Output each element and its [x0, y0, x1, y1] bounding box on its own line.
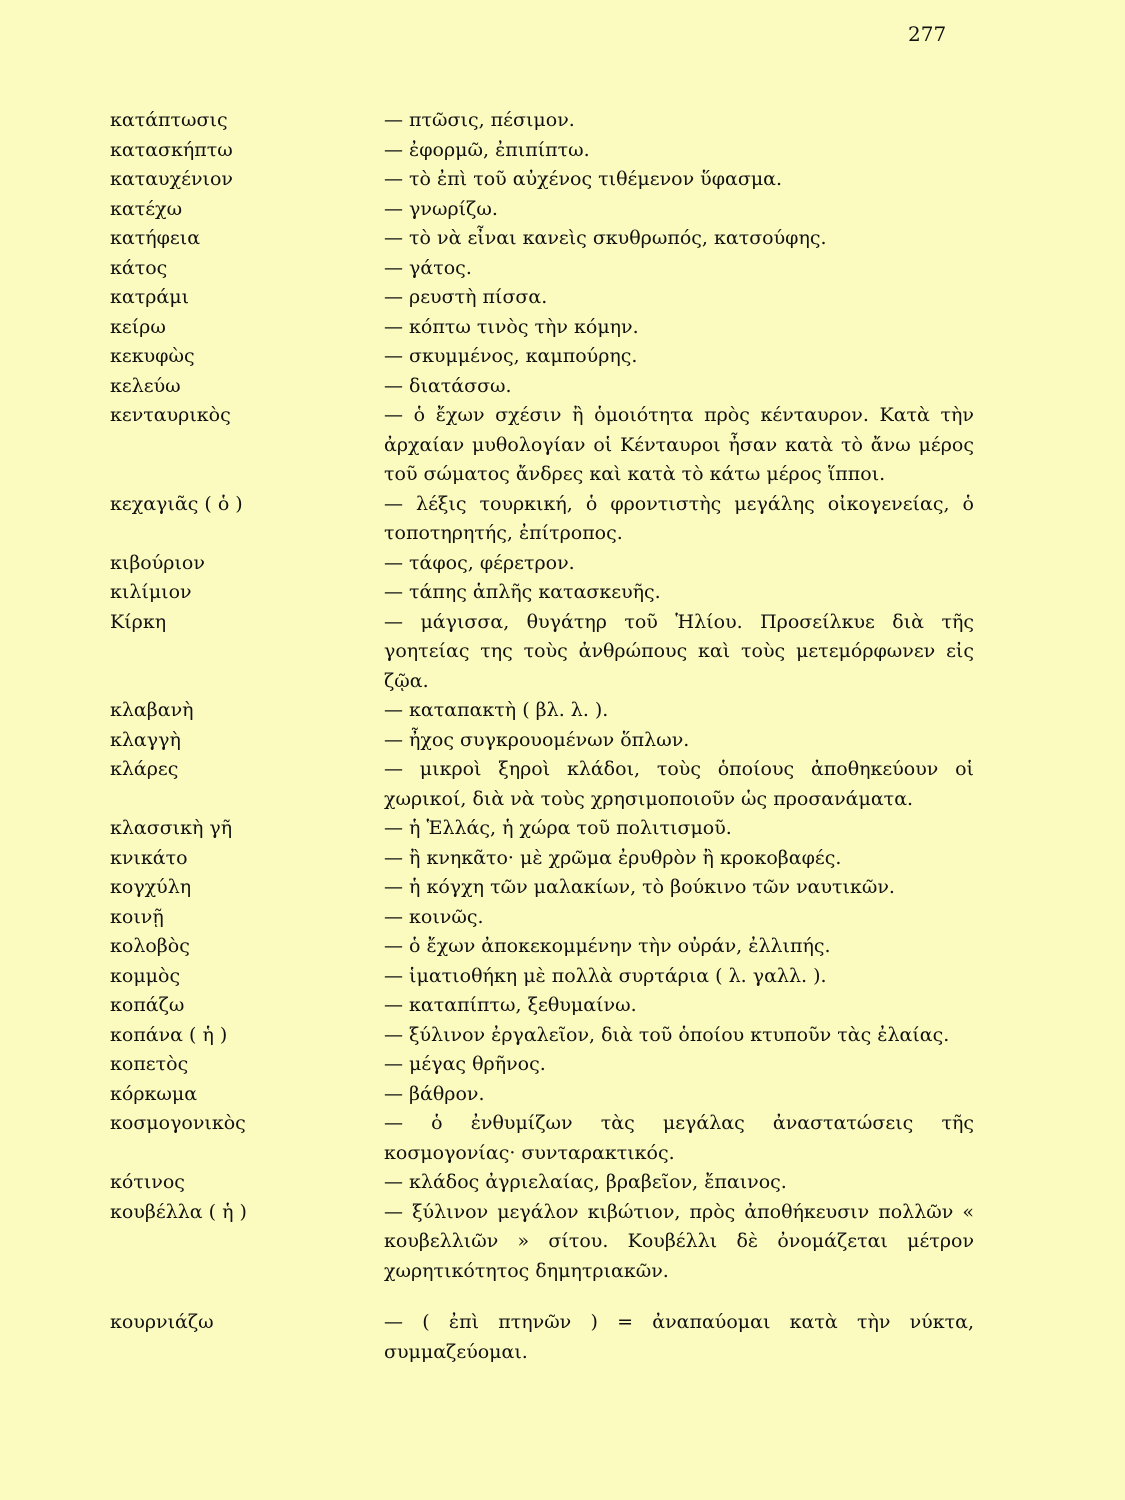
entry-definition: — μέγας θρῆνος. — [384, 1053, 546, 1075]
entry-term: κλαγγὴ — [110, 728, 181, 751]
entry-row — [0, 991, 1125, 1021]
entry-definition: — διατάσσω. — [384, 374, 512, 397]
entry-definition: — καταπίπτω, ξεθυμαίνω. — [384, 994, 637, 1016]
entry-row — [0, 903, 1125, 933]
entry-definition: — τὸ ἐπὶ τοῦ αὐχένος τιθέμενον ὕφασμα. — [384, 168, 783, 190]
entry-term: κοπάνα ( ἡ ) — [110, 1023, 228, 1046]
entry-term: κλάρες — [110, 758, 179, 780]
entry-definition: — ἦχος συγκρουομένων ὅπλων. — [384, 728, 690, 751]
entry-row — [0, 342, 1125, 372]
entry-definition: — ρευστὴ πίσσα. — [384, 286, 548, 308]
entry-row — [0, 1198, 1125, 1287]
entry-definition: — ὁ ἔχων ἀποκεκομμένην τὴν οὐράν, ἐλλιπής. — [384, 935, 831, 957]
entry-term: Κίρκη — [110, 610, 167, 633]
entry-definition: — ἢ κνηκᾶτο· μὲ χρῶμα ἐρυθρὸν ἢ κροκοβαφές. — [384, 846, 842, 869]
entry-term: κουρνιάζω — [110, 1311, 214, 1333]
entry-term: κόρκωμα — [110, 1082, 198, 1105]
entry-term: κατέχω — [110, 197, 183, 220]
entry-definition: — ( ἐπὶ πτηνῶν ) = ἀναπαύομαι κατὰ τὴν νύκτα, συμμαζεύομαι. — [384, 1311, 974, 1363]
entry-row — [0, 549, 1125, 579]
entry-row — [0, 224, 1125, 254]
entry-definition: — λέξις τουρκική, ὁ φροντιστὴς μεγάλης οἰκογενείας, ὁ τοποτηρητής, ἐπίτροπος. — [384, 492, 974, 544]
entry-term: κεχαγιᾶς ( ὁ ) — [110, 492, 243, 515]
entry-row — [0, 1050, 1125, 1080]
entry-row — [0, 283, 1125, 313]
entry-definition: — πτῶσις, πέσιμον. — [384, 109, 575, 131]
entry-row — [0, 372, 1125, 402]
entry-definition: — σκυμμένος, καμπούρης. — [384, 345, 638, 367]
entry-row — [0, 313, 1125, 343]
entry-definition: — ἡ Ἑλλάς, ἡ χώρα τοῦ πολιτισμοῦ. — [384, 817, 732, 839]
entry-definition: — τάφος, φέρετρον. — [384, 551, 575, 574]
entry-term: κνικάτο — [110, 846, 188, 869]
entry-row — [0, 1168, 1125, 1198]
entry-definition: — γάτος. — [384, 256, 472, 279]
entry-row — [0, 1308, 1125, 1367]
entry-definition: — τάπης ἁπλῆς κατασκευῆς. — [384, 581, 661, 603]
entry-row — [0, 814, 1125, 844]
entry-definition: — ἡ κόγχη τῶν μαλακίων, τὸ βούκινο τῶν ναυτικῶν. — [384, 876, 895, 898]
entry-definition: — γνωρίζω. — [384, 197, 498, 220]
entry-row — [0, 726, 1125, 756]
entry-row — [0, 962, 1125, 992]
entry-term: κιλίμιον — [110, 581, 192, 603]
entry-term: κοπετὸς — [110, 1053, 189, 1075]
entry-row — [0, 490, 1125, 549]
entry-definition: — κλάδος ἀγριελαίας, βραβεῖον, ἔπαινος. — [384, 1171, 787, 1193]
entry-term: κολοβὸς — [110, 935, 190, 957]
entry-term: κατασκήπτω — [110, 138, 233, 161]
entry-row — [0, 932, 1125, 962]
entry-term: καταυχένιον — [110, 168, 233, 190]
entry-row — [0, 1109, 1125, 1168]
entry-definition: — καταπακτὴ ( βλ. λ. ). — [384, 699, 609, 721]
entry-term: κοσμογονικὸς — [110, 1112, 246, 1134]
entry-term: κλαβανὴ — [110, 699, 194, 721]
entry-term: κελεύω — [110, 374, 181, 397]
entry-term: κουβέλλα ( ἡ ) — [110, 1200, 247, 1223]
entry-term: κιβούριον — [110, 551, 205, 574]
entry-definition: — ὁ ἔχων σχέσιν ἢ ὁμοιότητα πρὸς κένταυρον. Κατὰ τὴν ἀρχαίαν μυθολογίαν οἱ Κένταυροι ἦσαν κατὰ τὸ ἄνω μέρος τοῦ σώματος ἄνδρες καὶ κατὰ τὸ κάτω μέρος ἵπποι. — [384, 404, 974, 485]
entry-row — [0, 578, 1125, 608]
entry-row — [0, 755, 1125, 814]
entry-definition: — ξύλινον μεγάλον κιβώτιον, πρὸς ἀποθήκευσιν πολλῶν « κουβελλιῶν » σίτου. Κουβέλλι δὲ ὀνομάζεται μέτρον χωρητικότητος δημητριακῶν. — [384, 1200, 974, 1282]
entry-term: κομμὸς — [110, 964, 181, 987]
entry-definition: — τὸ νὰ εἶναι κανεὶς σκυθρωπός, κατσούφης. — [384, 227, 827, 249]
entry-term: κενταυρικὸς — [110, 404, 231, 426]
entry-definition: — μικροὶ ξηροὶ κλάδοι, τοὺς ὁποίους ἀποθηκεύουν οἱ χωρικοί, διὰ νὰ τοὺς χρησιμοποιοῦν ὡς προσανάματα. — [384, 758, 974, 810]
entry-term: κάτος — [110, 256, 168, 279]
entry-row — [0, 165, 1125, 195]
glossary — [0, 106, 1125, 1367]
entry-row — [0, 401, 1125, 490]
entry-row — [0, 1080, 1125, 1110]
entry-row — [0, 106, 1125, 136]
entry-row — [0, 195, 1125, 225]
entry-row — [0, 254, 1125, 284]
entry-term: κατήφεια — [110, 227, 201, 249]
entry-term: κότινος — [110, 1171, 185, 1193]
entry-row — [0, 608, 1125, 697]
entry-term: κατράμι — [110, 286, 190, 308]
entry-term: κλασσικὴ γῆ — [110, 817, 233, 839]
entry-row — [0, 696, 1125, 726]
entry-definition: — ἱματιοθήκη μὲ πολλὰ συρτάρια ( λ. γαλλ. ). — [384, 964, 827, 987]
entry-definition: — κοινῶς. — [384, 905, 484, 928]
entry-definition: — ξύλινον ἐργαλεῖον, διὰ τοῦ ὁποίου κτυποῦν τὰς ἐλαίας. — [384, 1023, 950, 1046]
entry-row — [0, 873, 1125, 903]
entry-definition: — κόπτω τινὸς τὴν κόμην. — [384, 315, 639, 338]
page-number: 277 — [908, 22, 947, 46]
entry-definition: — βάθρον. — [384, 1082, 485, 1105]
entry-definition: — μάγισσα, θυγάτηρ τοῦ Ἡλίου. Προσείλκυε διὰ τῆς γοητείας της τοὺς ἀνθρώπους καὶ τοὺς μετεμόρφωνεν εἰς ζῷα. — [384, 610, 974, 692]
entry-definition: — ἐφορμῶ, ἐπιπίπτω. — [384, 138, 590, 161]
entry-term: κατάπτωσις — [110, 109, 228, 131]
entry-term: κείρω — [110, 315, 166, 338]
entry-row — [0, 136, 1125, 166]
entry-row — [0, 1021, 1125, 1051]
entry-term: κοπάζω — [110, 994, 185, 1016]
entry-row — [0, 844, 1125, 874]
entry-term: κογχύλη — [110, 876, 192, 898]
entry-term: κεκυφὼς — [110, 345, 195, 367]
entry-term: κοινῇ — [110, 905, 164, 928]
entry-definition: — ὁ ἐνθυμίζων τὰς μεγάλας ἀναστατώσεις τῆς κοσμογονίας· συνταρακτικός. — [384, 1112, 974, 1164]
